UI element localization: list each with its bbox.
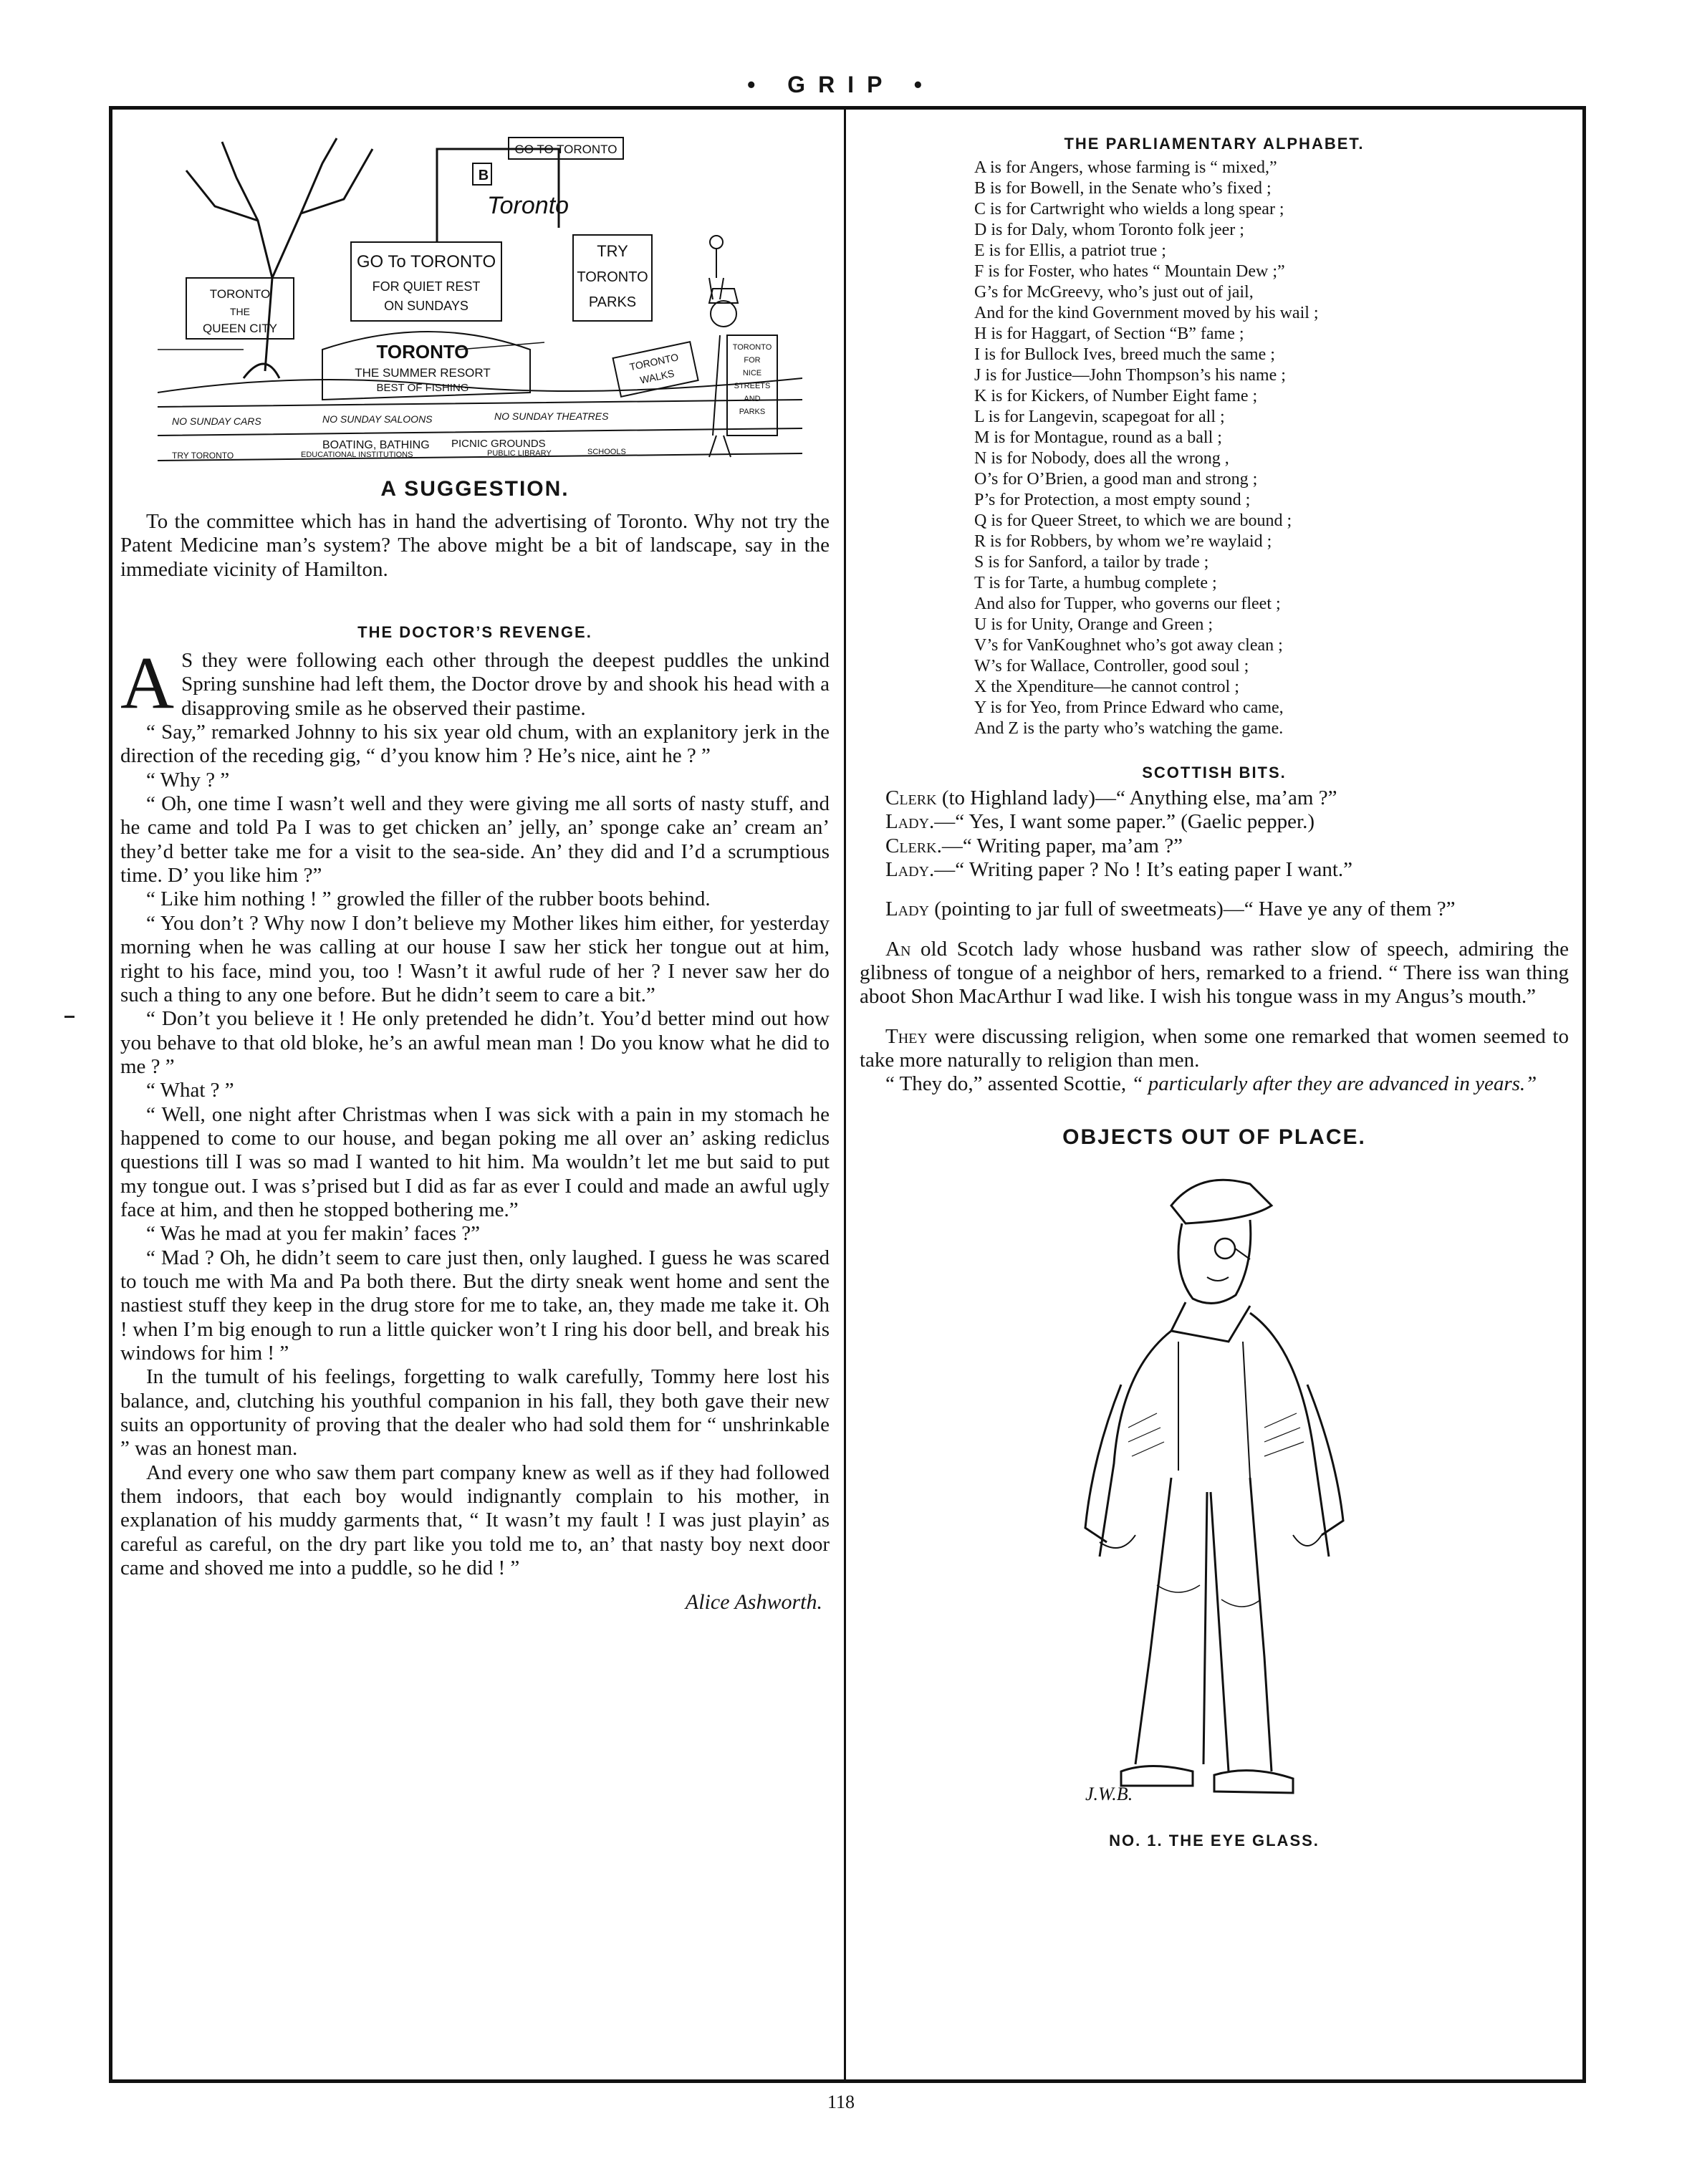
fence-board: TRY TORONTO	[172, 451, 234, 461]
scottish-item	[860, 858, 1569, 882]
verse-line: D is for Daly, whom Toronto folk jeer ;	[974, 221, 1244, 239]
left-column	[120, 128, 830, 1615]
story-paragraph: “ You don’t ? Why now I don’t believe my Mother likes him either, for yesterday morning when he was calling at our house I saw her stick her tongue out at him, right to his face, mind you, too ! Wasn’t it awful rude of her ? I never saw her do such a thing to any one before. But he didn’t seem to care a bit.”	[120, 911, 830, 1006]
speech: .—“ Writing paper ? No ! It’s eating paper I want.”	[929, 858, 1353, 882]
story-paragraph: “ Say,” remarked Johnny to his six year old chum, with an explanitory jerk in the direction of the receding gig, “ d’you know him ? He’s nice, aint he ? ”	[120, 721, 830, 768]
verse-line: G’s for McGreevy, who’s just out of jail,	[974, 283, 1254, 302]
verse-line: M is for Montague, round as a ball ;	[974, 428, 1222, 447]
fence-board: EDUCATIONAL INSTITUTIONS	[301, 451, 413, 459]
story-paragraph: “ Well, one night after Christmas when I was sick with a pain in my stomach he happened to come to our house, and began poking me all over an’ asking rediclus questions till I was so mad I wanted to hit him. Ma wouldn’t let me but said to put my tongue out. I was s’prised but I did as far as ever I could and made an awful ugly face at him, and then he stopped bothering me.”	[120, 1102, 830, 1221]
verse-line: E is for Ellis, a patriot true ;	[974, 241, 1166, 260]
verse-line: C is for Cartwright who wields a long spear ;	[974, 200, 1284, 218]
story-paragraph: In the tumult of his feelings, forgetting to walk carefully, Tommy here lost his balance, and, clutching his youthful companion in his fall, they both gave their new suits an opportunity of proving that the dealer who had sold them for “ unshrinkable ” was an honest man.	[120, 1365, 830, 1461]
verse-line: K is for Kickers, of Number Eight fame ;	[974, 387, 1258, 405]
sign-streets-line: AND	[744, 395, 761, 403]
sign-go-to-toronto: GO TO TORONTO	[514, 143, 617, 156]
verse-line: U is for Unity, Orange and Green ;	[974, 615, 1214, 634]
story-paragraph: “ Mad ? Oh, he didn’t seem to care just then, only laughed. I guess he was scared to touch me with Ma and Pa both there. But the dirty sneak went home and sent the nastiest stuff they keep in the drug store for me to take, an, they made me take it. Oh ! when I’m big enough to run a little quicker won’t I ring his door bell, and break his windows for him ! ”	[120, 1246, 830, 1365]
author-signature: Alice Ashworth.	[685, 1590, 822, 1615]
speaker: An	[885, 937, 911, 961]
suggestion-text: To the committee which has in hand the advertising of Toronto. Why not try the Patent Medicine man’s system? The above might be a bit of landscape, say in the immediate vicinity of Hamilton.	[120, 510, 830, 581]
masthead: • GRIP •	[747, 72, 935, 97]
story-paragraph: “ What ? ”	[146, 1079, 234, 1102]
sign-rest-line: FOR QUIET REST	[372, 279, 481, 294]
speech: were discussing religion, when some one remarked that women seemed to take more naturally to religion than men.	[860, 1024, 1569, 1072]
speech: .—“ Yes, I want some paper.” (Gaelic pepper.)	[929, 810, 1315, 834]
scottish-item	[860, 898, 1569, 921]
scottish-bits	[860, 786, 1569, 1097]
verse-line: N is for Nobody, does all the wrong ,	[974, 449, 1229, 468]
sign-walks-line: WALKS	[638, 367, 676, 386]
speaker: They	[885, 1024, 928, 1048]
verse-line: R is for Robbers, by whom we’re waylaid ;	[974, 532, 1272, 551]
story-paragraph: “ Oh, one time I wasn’t well and they were giving me all sorts of nasty stuff, and he came and told Pa I was to get chicken an’ jelly, an’ sponge cake an’ cream an’ they’d better take me for a visit to the sea-side. An’ they did and I’d a scrumptious time. D’ you like him ?”	[120, 792, 830, 887]
speaker: Lady	[885, 810, 930, 834]
drop-cap: A	[120, 642, 175, 725]
sign-parks-line: PARKS	[588, 294, 637, 310]
verse-line: Y is for Yeo, from Prince Edward who came,	[974, 698, 1284, 717]
fence-board: NO SUNDAY SALOONS	[322, 413, 433, 425]
verse-line: And Z is the party who’s watching the game.	[974, 719, 1284, 738]
scottish-item	[860, 786, 1569, 810]
objects-heading: OBJECTS OUT OF PLACE.	[1062, 1125, 1366, 1149]
fence-board: BOATING, BATHING	[322, 439, 430, 451]
sign-streets-line: NICE	[742, 369, 762, 377]
page-number: 118	[827, 2092, 855, 2112]
svg-text:B: B	[478, 168, 489, 183]
figure-caption: NO. 1. THE EYE GLASS.	[1109, 1831, 1320, 1849]
scottish-item	[860, 938, 1569, 1009]
artist-initials: J.W.B.	[1085, 1783, 1133, 1804]
story-paragraph: “ Was he mad at you fer makin’ faces ?”	[146, 1222, 481, 1246]
speaker: Clerk	[885, 786, 937, 809]
sign-queen-city-line: QUEEN CITY	[203, 322, 277, 335]
story-paragraph: S they were following each other through the deepest puddles the unkind Spring sunshine had left them, the Doctor drove by and shook his head with a disapproving smile as he observed their pastime.	[181, 649, 830, 720]
scottish-item	[860, 810, 1569, 834]
speech: old Scotch lady whose husband was rather slow of speech, admiring the glibness of tongue of a neighbor of hers, remarked to a friend. “ There iss wan thing aboot Shon MacArthur I wad like. I wish his tongue wass in my Angus’s mouth.”	[860, 937, 1569, 1009]
sign-streets-line: PARKS	[739, 408, 766, 416]
verse-line: J is for Justice—John Thompson’s his name ;	[974, 366, 1286, 385]
story-paragraph: And every one who saw them part company knew as well as if they had followed them indoors, that each boy would indignantly complain to his mother, in explanation of his muddy garments that, “ It wasn’t my fault ! I was just playin’ as careful as careful, on the dry part like you told me to, an’ that nasty boy next door came and shoved me into a puddle, so he did ! ”	[120, 1461, 830, 1580]
verse-line: I is for Bullock Ives, breed much the same ;	[974, 345, 1275, 364]
fence-board: SCHOOLS	[587, 448, 626, 456]
verse-line: And also for Tupper, who governs our fleet ;	[974, 595, 1281, 613]
speech: (pointing to jar full of sweetmeats)—“ Have ye any of them ?”	[929, 898, 1456, 921]
alphabet-heading: THE PARLIAMENTARY ALPHABET.	[1064, 135, 1365, 153]
story-paragraph: “ Like him nothing ! ” growled the filler of the rubber boots behind.	[146, 887, 711, 911]
verse-line: Q is for Queer Street, to which we are bound ;	[974, 511, 1292, 530]
speech: “ They do,” assented Scottie,	[885, 1072, 1132, 1096]
sign-queen-city-line: THE	[230, 306, 250, 317]
sign-queen-city-line: TORONTO	[209, 287, 271, 301]
sign-streets-line: TORONTO	[732, 343, 772, 352]
story-paragraph: “ Don’t you believe it ! He only pretended he didn’t. You’d better mind out how you behave to that old bloke, he’s an awful mean man ! Do you know what he did to me ? ”	[120, 1007, 830, 1078]
speaker: Lady	[885, 898, 930, 921]
fence-board: NO SUNDAY THEATRES	[494, 410, 609, 422]
fence-board: NO SUNDAY CARS	[172, 415, 261, 427]
suggestion-heading: A SUGGESTION.	[380, 477, 570, 501]
verse-line: And for the kind Government moved by his wail ;	[974, 304, 1319, 322]
speech: (to Highland lady)—“ Anything else, ma’am ?”	[936, 786, 1337, 809]
revenge-heading: THE DOCTOR’S REVENGE.	[357, 623, 592, 642]
toronto-landscape-illustration	[158, 135, 802, 464]
column-divider	[844, 109, 846, 2080]
sign-streets-line: FOR	[744, 356, 761, 365]
sign-rest-line: GO To TORONTO	[356, 252, 496, 271]
margin-mark	[64, 1016, 75, 1018]
scottish-item	[860, 834, 1569, 858]
verse-line: X the Xpenditure—he cannot control ;	[974, 678, 1239, 696]
sign-toronto-script: Toronto	[487, 192, 570, 219]
sign-resort-line: BEST OF FISHING	[376, 382, 469, 394]
fence-board: PUBLIC LIBRARY	[487, 449, 552, 458]
scottish-item	[860, 1072, 1569, 1096]
speaker: Clerk	[885, 834, 937, 857]
verse-line: P’s for Protection, a most empty sound ;	[974, 491, 1251, 509]
scottish-heading: SCOTTISH BITS.	[1142, 764, 1287, 781]
verse-line: W’s for Wallace, Controller, good soul ;	[974, 657, 1249, 675]
verse-line: H is for Haggart, of Section “B” fame ;	[974, 324, 1244, 343]
sign-parks-line: TORONTO	[577, 269, 648, 285]
verse-line: T is for Tarte, a humbug complete ;	[974, 574, 1217, 592]
sign-resort-line: TORONTO	[376, 341, 469, 362]
verse-line: V’s for VanKoughnet who’s got away clean ;	[974, 636, 1283, 655]
sign-streets-line: STREETS	[734, 382, 771, 390]
eye-glass-man-illustration	[1014, 1155, 1415, 1829]
revenge-story	[120, 642, 830, 1580]
verse-line: A is for Angers, whose farming is “ mixed,”	[974, 158, 1277, 177]
sign-parks-line: TRY	[597, 242, 628, 260]
right-column	[860, 128, 1569, 1850]
verse-line: O’s for O’Brien, a good man and strong ;	[974, 470, 1258, 489]
verse-line: L is for Langevin, scapegoat for all ;	[974, 408, 1225, 426]
verse-line: S is for Sanford, a tailor by trade ;	[974, 553, 1209, 572]
verse-line: B is for Bowell, in the Senate who’s fixed ;	[974, 179, 1272, 198]
sign-resort-line: THE SUMMER RESORT	[355, 366, 491, 380]
verse-line: F is for Foster, who hates “ Mountain Dew ;”	[974, 262, 1285, 281]
scottish-item	[860, 1025, 1569, 1073]
story-paragraph: “ Why ? ”	[146, 768, 230, 792]
fence-board: PICNIC GROUNDS	[451, 438, 546, 450]
speech-italic: “ particularly after they are advanced in years.”	[1131, 1072, 1537, 1096]
alphabet-verse	[860, 158, 1569, 739]
sign-walks-line: TORONTO	[628, 351, 680, 373]
speech: .—“ Writing paper, ma’am ?”	[936, 834, 1183, 857]
sign-rest-line: ON SUNDAYS	[384, 299, 468, 313]
speaker: Lady	[885, 858, 930, 882]
